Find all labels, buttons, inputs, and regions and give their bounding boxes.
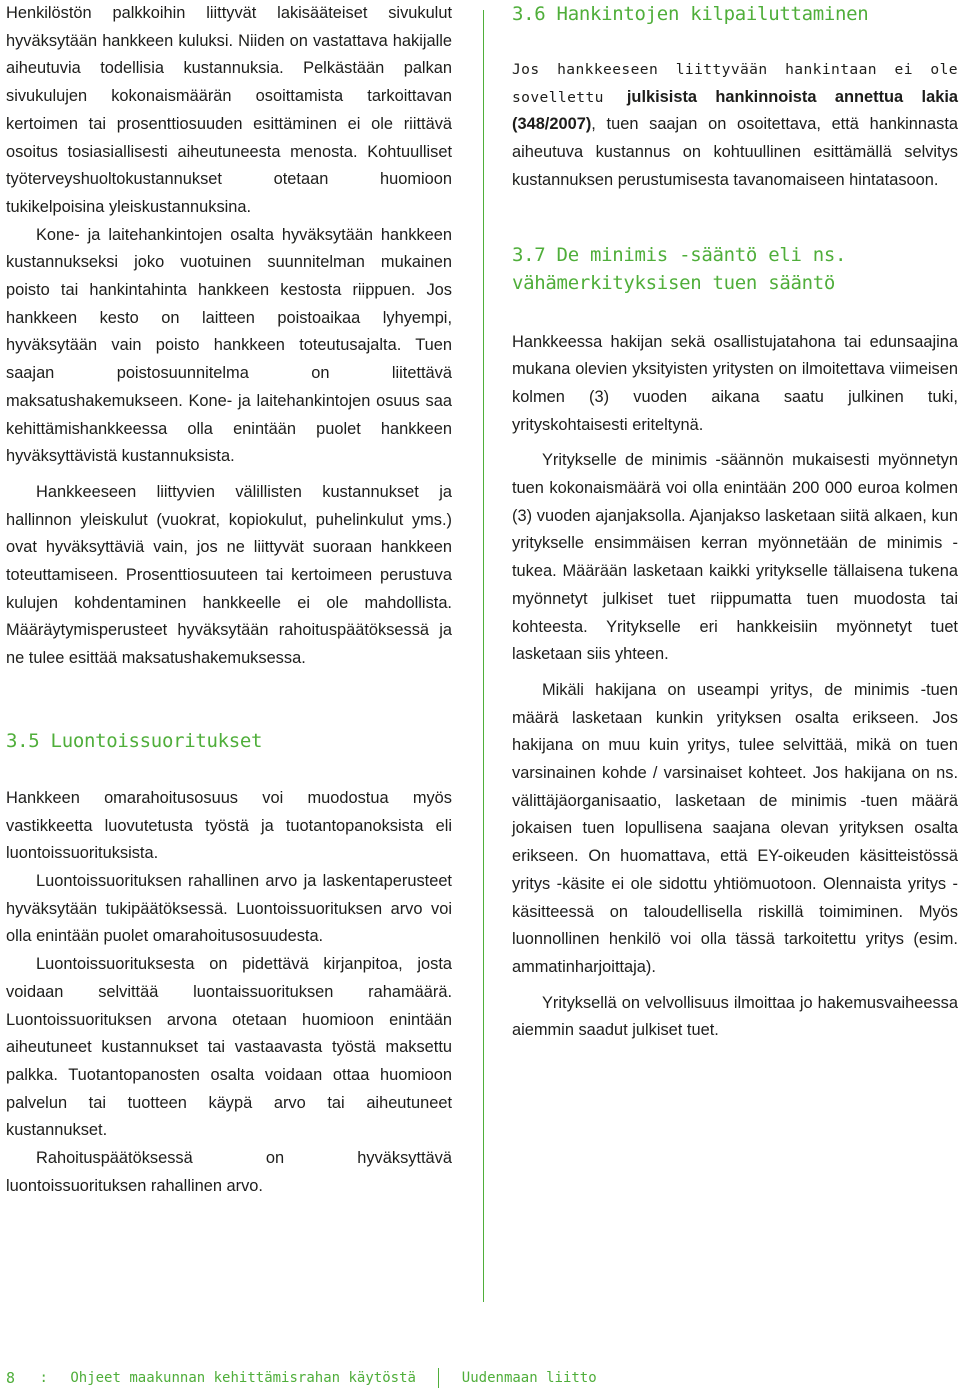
left-column xyxy=(6,0,452,1200)
section-heading-3-6: 3.6 Hankintojen kilpailuttaminen xyxy=(512,3,869,25)
hankintalaki-reference: julkisista hankinnoista annettua lakia (348/2007) xyxy=(512,87,958,134)
paragraph-kirjanpito: Luontoissuorituksesta on pidettävä kirjanpitoa, josta voidaan selvittää luontaissuorituksen rahamäärä. Luontoissuorituksen arvona otetaan huomioon enintään aiheutuneet kustannukset tai vastaavasta työstä maksettu palkka. Tuotantopanosten osalta voidaan ottaa huomioon palvelun tai tuotteen käypä arvo tai aiheutuneet kustannukset. xyxy=(6,955,452,1140)
paragraph-hankinnat-rest: , tuen saajan on osoitettava, että hankinnasta aiheutuva kustannus on kohtuullinen esittämällä selvitys kustannuksen perustumisesta tavanomaiseen hintatasoon. xyxy=(512,115,958,189)
paragraph-valilliset-kustannukset: Hankkeeseen liittyvien välillisten kustannukset ja hallinnon yleiskulut (vuokrat, kopiokulut, puhelinkulut yms.) ovat hyväksyttäviä vain, jos ne liittyvät suoraan hankkeen toteuttamiseen. Prosenttiosuuteen tai kertoimeen perustuva kulujen kohdentaminen hankkeelle ei ole mahdollista. Määräytymisperusteet hyväksytään rahoituspäätöksessä ja ne tulee esittää maksatushakemuksessa. xyxy=(6,482,452,668)
paragraph-sivukulut: Henkilöstön palkkoihin liittyvät lakisääteiset sivukulut hyväksytään hankkeen kuluksi. Niiden on vastattava hakijalle aiheutuvia todellisia kustannuksia. Pelkästään palkan sivukulujen kokonaismäärän osoittamista tarkoittavan kertoimen tai prosenttiosuuden esittäminen ei ole riittävä osoitus tosiasiallisesti aiheutuneesta menosta. Kohtuulliset työterveyshuoltokustannukset otetaan huomioon tukikelpoisina yleiskustannuksina. xyxy=(6,4,452,216)
page-footer xyxy=(6,1368,597,1392)
paragraph-tuen-kokonaismaara: Yritykselle de minimis -säännön mukaisesti myönnetyn tuen kokonaismäärä voi olla enintään 200 000 euroa kolmen (3) vuoden ajanjaksolla. Ajanjakso lasketaan siitä alkaen, kun yritykselle ensimmäisen kerran myönnetään de minimis -tukea. Määrään lasketaan kaikki yritykselle tällaisena tukena myönnetyt julkiset tuet riippumatta tuen muodosta tai kohteesta. Yritykselle eri hankkeisiin myönnetyt tuet lasketaan siis yhteen. xyxy=(512,451,958,664)
footer-divider xyxy=(438,1368,439,1388)
paragraph-rahallinen-arvo: Luontoissuorituksen rahallinen arvo ja laskentaperusteet hyväksytään tukipäätöksessä. Luontoissuorituksen arvo voi olla enintään puolet omarahoitusosuudesta. xyxy=(6,871,452,946)
page-number: 8 xyxy=(6,1369,16,1387)
paragraph-hakemusvaihe: Yrityksellä on velvollisuus ilmoittaa jo hakemusvaiheessa aiemmin saadut julkiset tuet. xyxy=(512,993,958,1040)
paragraph-hankinnat xyxy=(512,56,958,195)
paragraph-omarahoitusosuus: Hankkeen omarahoitusosuus voi muodostua myös vastikkeetta luovutetusta työstä ja tuotantopanoksista eli luontoissuorituksista. xyxy=(6,788,452,863)
paragraph-useampi-yritys: Mikäli hakijana on useampi yritys, de minimis -tuen määrä lasketaan kunkin yrityksen osalta erikseen. Jos hakijana on muu kuin yritys, tulee selvittää, mikä on tuen varsinainen kohde / varsinaiset kohteet. Jos hakijana on ns. välittäjäorganisaatio, lasketaan de minimis -tuen määrä jokaisen tuen lopullisena saajana olevan yrityksen osalta erikseen. On huomattava, että EY-oikeuden käsitteistössä yritys -käsite ei ole sidottu yhtiömuotoon. Olennaista yritys -käsitteessä on taloudellisella riskillä toimiminen. Myös luonnollinen henkilö voi olla tässä tarkoitettu yritys (esim. ammatinharjoittaja). xyxy=(512,680,958,976)
footer-document-title: Ohjeet maakunnan kehittämisrahan käytöstä xyxy=(70,1370,416,1386)
footer-organization: Uudenmaan liitto xyxy=(461,1370,597,1386)
paragraph-ilmoitusvelvollisuus: Hankkeessa hakijan sekä osallistujatahona tai edunsaajina mukana olevien yksityisten yritysten on ilmoitettava viimeisen kolmen (3) vuoden aikana saatu julkinen tuki, yrityskohtaisesti eriteltynä. xyxy=(512,332,958,434)
section-heading-3-5: 3.5 Luontoissuoritukset xyxy=(6,729,263,752)
footer-separator: : xyxy=(39,1370,48,1386)
paragraph-hankinnat-intro: Jos hankkeeseen liittyvään hankintaan ei ole sovellettu xyxy=(512,61,958,106)
column-divider xyxy=(483,10,484,1302)
paragraph-kone-ja-laitehankinnat: Kone- ja laitehankintojen osalta hyväksytään hankkeen kustannukseksi joko vuotuinen suunnitelman mukainen poisto tai hankintahinta hankkeen kestosta riippuen. Jos hankkeen kesto on laitteen poistoaikaa lyhyempi, hyväksytään vain poisto hankkeen toteutusajalta. Tuen saajan poistosuunnitelma on liitettävä maksatushakemukseen. Kone- ja laitehankintojen osuus saa kehittämishankkeessa olla enintään puolet hankkeen hyväksyttävistä kustannuksista. xyxy=(6,225,452,466)
right-column xyxy=(512,0,958,1045)
paragraph-rahoituspaatos: Rahoituspäätöksessä on hyväksyttävä luontoissuorituksen rahallinen arvo. xyxy=(6,1149,452,1195)
section-heading-3-7: 3.7 De minimis -sääntö eli ns. vähämerkityksisen tuen sääntö xyxy=(512,243,847,294)
